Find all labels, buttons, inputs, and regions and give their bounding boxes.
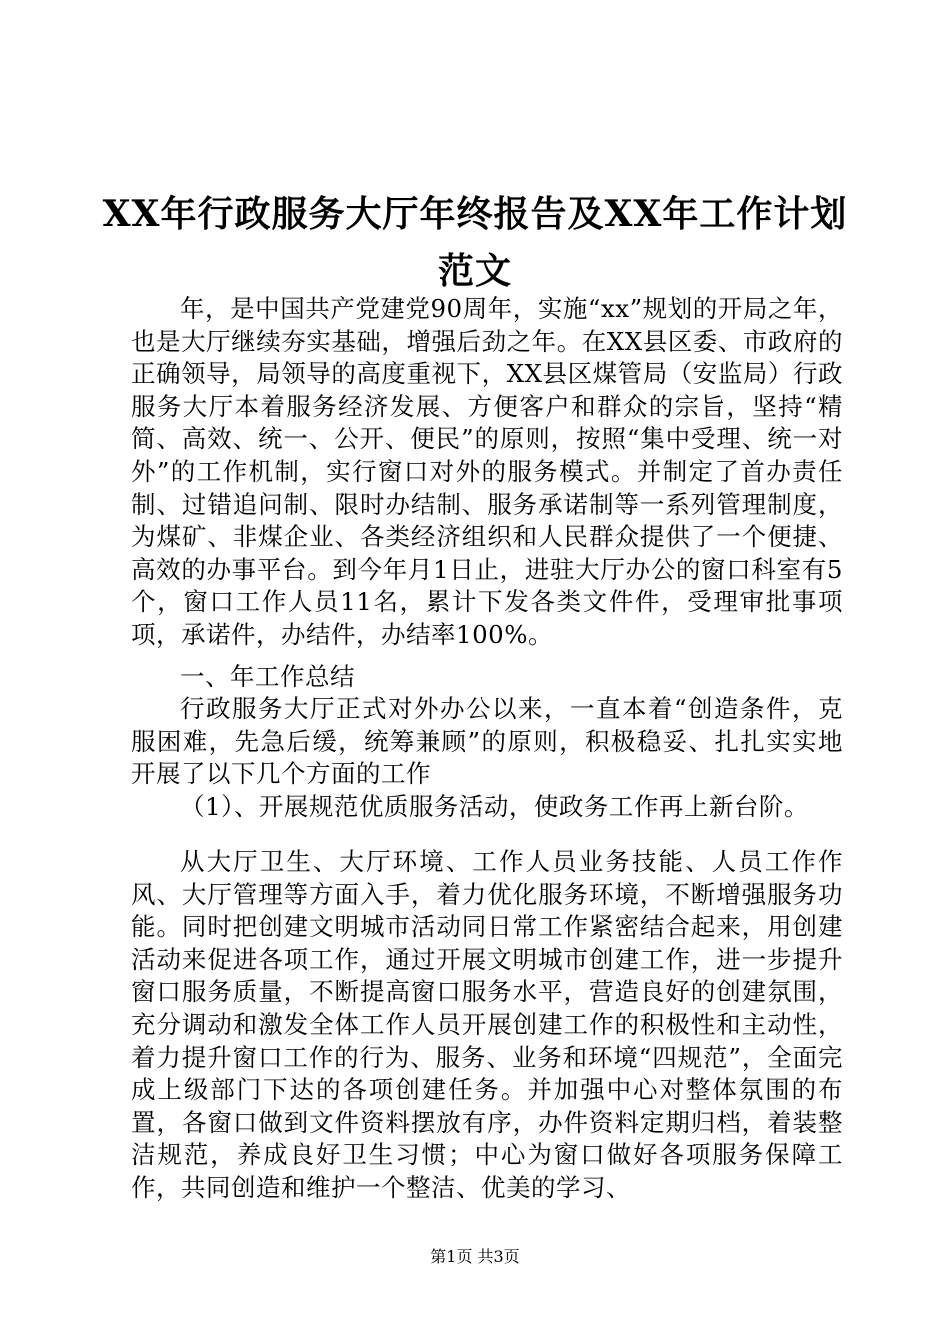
- paragraph-service: 从大厅卫生、大厅环境、工作人员业务技能、人员工作作风、大厅管理等方面入手，着力优化服务环境，不断增强服务功能。同时把创建文明城市活动同日常工作紧密结合起来，用创建活动来促进各项工作，通过开展文明城市创建工作，进一步提升窗口服务质量，不断提高窗口服务水平，营造良好的创建氛围，充分调动和激发全体工作人员开展创建工作的积极性和主动性，着力提升窗口工作的行为、服务、业务和环境“四规范”，全面完成上级部门下达的各项创建任务。并加强中心对整体氛围的布置，各窗口做到文件资料摆放有序，办件资料定期归档，着装整洁规范，养成良好卫生习惯；中心为窗口做好各项服务保障工作，共同创造和维护一个整洁、优美的学习、: [131, 847, 843, 1202]
- subsection-heading: （1）、开展规范优质服务活动，使政务工作再上新台阶。: [180, 792, 809, 821]
- paragraph-summary: 行政服务大厅正式对外办公以来，一直本着“创造条件，克服困难，先急后缓，统筹兼顾”的原则，积极稳妥、扎扎实实地开展了以下几个方面的工作: [131, 694, 843, 789]
- section-heading: 一、年工作总结: [180, 662, 355, 691]
- document-title-line1: XX年行政服务大厅年终报告及XX年工作计划: [102, 193, 848, 235]
- document-title-line2: 范文: [437, 250, 512, 292]
- paragraph-intro: 年，是中国共产党建党90周年，实施“xx”规划的开局之年，也是大厅继续夯实基础，增强后劲之年。在XX县区委、市政府的正确领导，局领导的高度重视下，XX县区煤管局（安监局）行政服务大厅本着服务经济发展、方便客户和群众的宗旨，坚持“精简、高效、统一、公开、便民”的原则，按照“集中受理、统一对外”的工作机制，实行窗口对外的服务模式。并制定了首办责任制、过错追问制、限时办结制、服务承诺制等一系列管理制度，为煤矿、非煤企业、各类经济组织和人民群众提供了一个便捷、高效的办事平台。到今年月1日止，进驻大厅办公的窗口科室有5个，窗口工作人员11名，累计下发各类文件件，受理审批事项项，承诺件，办结件，办结率100%。: [131, 294, 843, 649]
- page-footer: 第1页 共3页: [430, 1247, 520, 1266]
